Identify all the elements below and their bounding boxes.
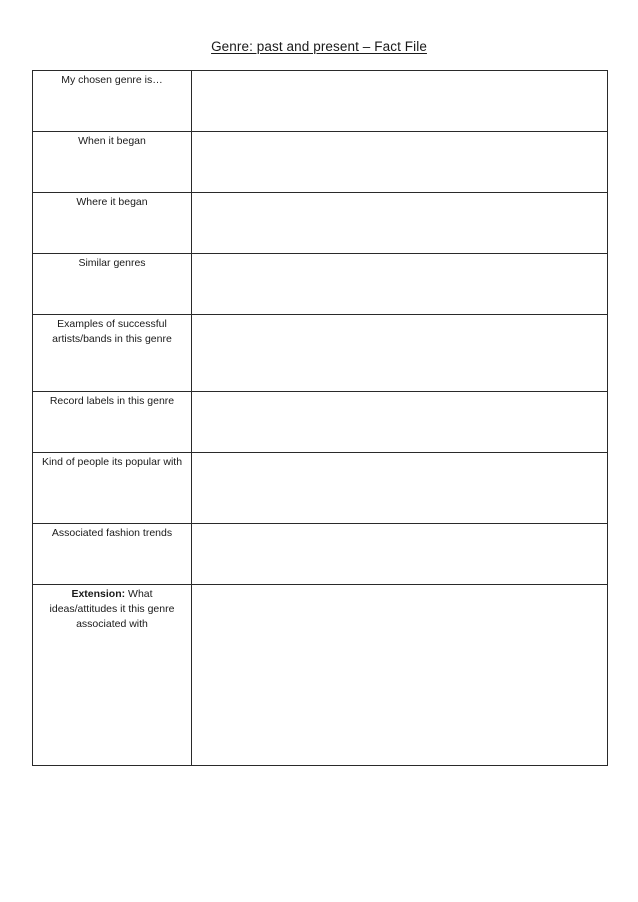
fact-file-table bbox=[32, 70, 608, 766]
extension-label: Extension: bbox=[71, 588, 126, 600]
table-row bbox=[33, 193, 608, 254]
table-row bbox=[33, 524, 608, 585]
answer-cell[interactable] bbox=[192, 524, 608, 585]
row-label: Where it began bbox=[33, 193, 192, 254]
row-label: Examples of successful artists/bands in this genre bbox=[33, 315, 192, 392]
row-label: Kind of people its popular with bbox=[33, 453, 192, 524]
answer-cell[interactable] bbox=[192, 132, 608, 193]
table-row bbox=[33, 392, 608, 453]
table-row bbox=[33, 453, 608, 524]
answer-cell[interactable] bbox=[192, 193, 608, 254]
row-label: Associated fashion trends bbox=[33, 524, 192, 585]
row-label: Similar genres bbox=[33, 254, 192, 315]
row-label: My chosen genre is… bbox=[33, 71, 192, 132]
answer-cell[interactable] bbox=[192, 585, 608, 766]
answer-cell[interactable] bbox=[192, 71, 608, 132]
table-row bbox=[33, 315, 608, 392]
table-row bbox=[33, 585, 608, 766]
row-label: When it began bbox=[33, 132, 192, 193]
table-row bbox=[33, 71, 608, 132]
answer-cell[interactable] bbox=[192, 392, 608, 453]
answer-cell[interactable] bbox=[192, 453, 608, 524]
extension-text: What ideas/attitudes it this genre associated with bbox=[49, 588, 175, 630]
table-row bbox=[33, 132, 608, 193]
answer-cell[interactable] bbox=[192, 315, 608, 392]
page-title: Genre: past and present – Fact File bbox=[211, 39, 427, 54]
answer-cell[interactable] bbox=[192, 254, 608, 315]
table-row bbox=[33, 254, 608, 315]
row-label bbox=[33, 585, 192, 766]
row-label: Record labels in this genre bbox=[33, 392, 192, 453]
